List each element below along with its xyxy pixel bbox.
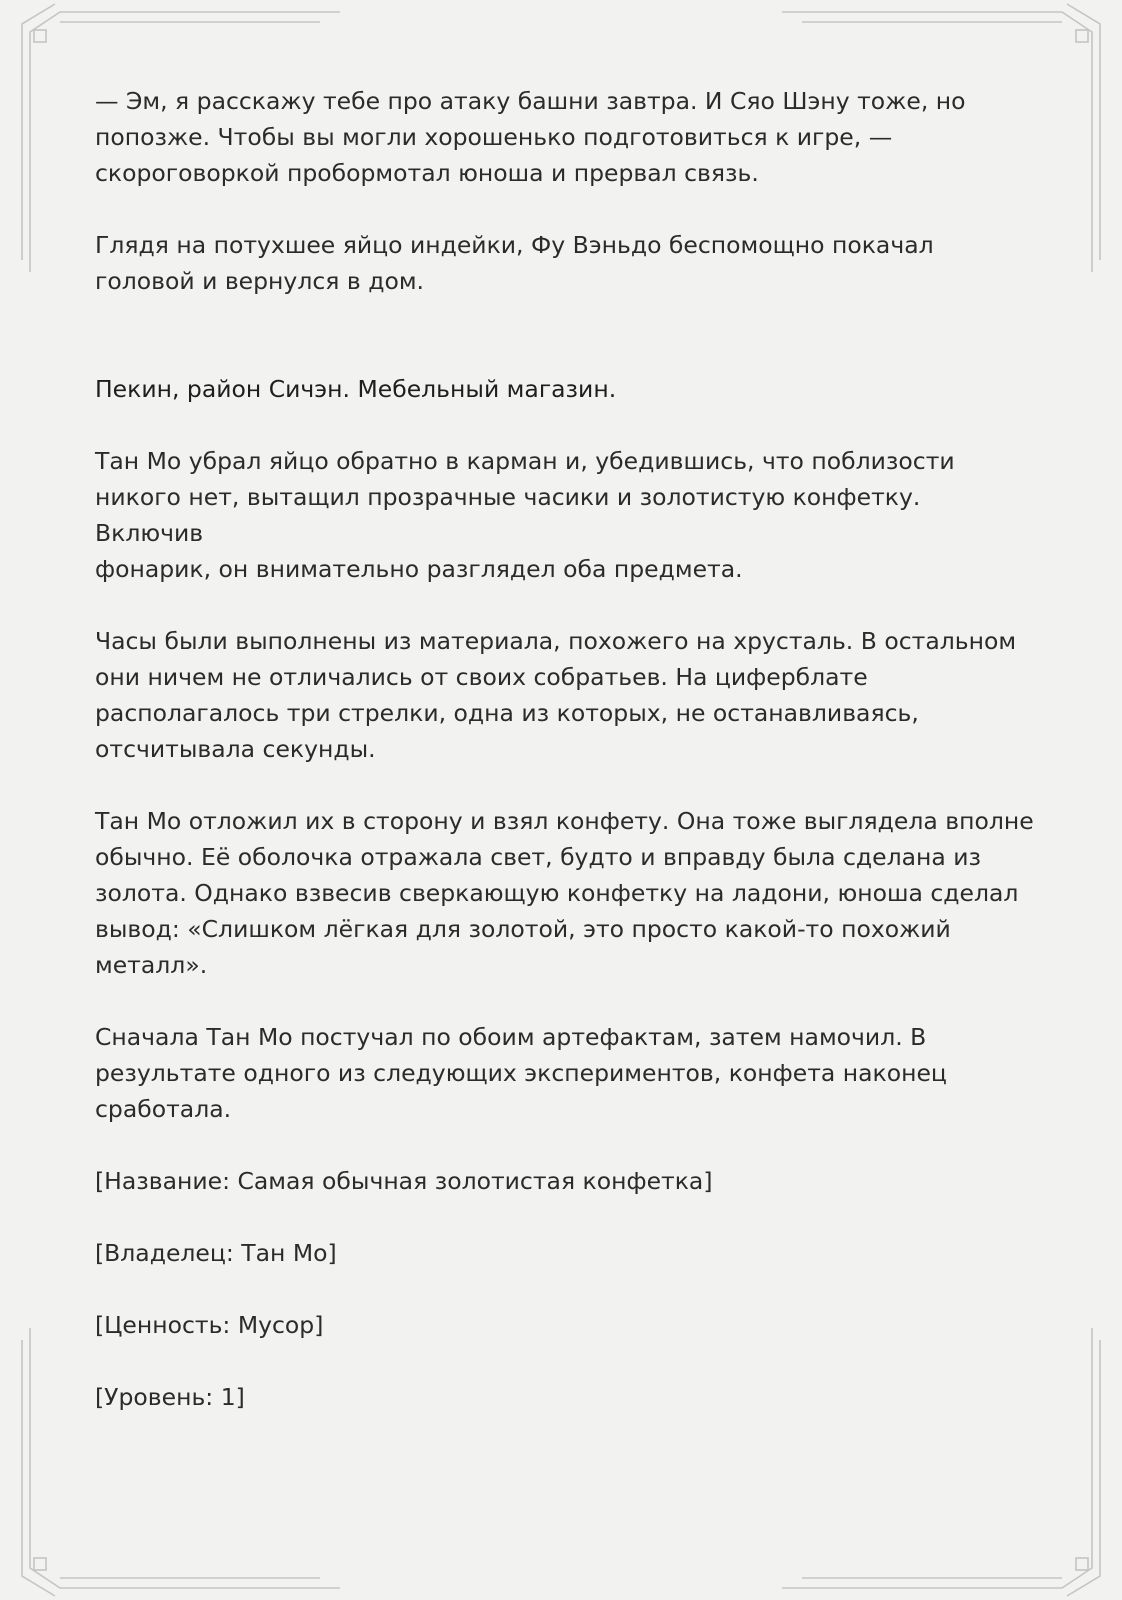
item-name-line: [Название: Самая обычная золотистая конфетка] [95, 1167, 713, 1195]
paragraph: Часы были выполнены из материала, похожего на хрусталь. В остальном они ничем не отличались от своих собратьев. На циферблате располагалось три стрелки, одна из которых, не останавливаясь, отсчитывала секунды. [95, 627, 1017, 763]
item-value-line: [Ценность: Мусор] [95, 1311, 324, 1339]
document-body [95, 83, 1035, 1451]
paragraph: Глядя на потухшее яйцо индейки, Фу Вэньдо беспомощно покачал головой и вернулся в дом. [95, 231, 934, 295]
section-heading: Пекин, район Сичэн. Мебельный магазин. [95, 375, 617, 403]
paragraph: Тан Мо убрал яйцо обратно в карман и, убедившись, что поблизости никого нет, вытащил прозрачные часики и золотистую конфетку. Включив фонарик, он внимательно разглядел оба предмета. [95, 447, 955, 583]
paragraph: Сначала Тан Мо постучал по обоим артефактам, затем намочил. В результате одного из следующих экспериментов, конфета наконец сработала. [95, 1023, 947, 1123]
paragraph: — Эм, я расскажу тебе про атаку башни завтра. И Сяо Шэну тоже, но попозже. Чтобы вы могли хорошенько подготовиться к игре, — скороговоркой пробормотал юноша и прервал связь. [95, 87, 966, 187]
item-owner-line: [Владелец: Тан Мо] [95, 1239, 337, 1267]
paragraph: Тан Мо отложил их в сторону и взял конфету. Она тоже выглядела вполне обычно. Её оболочка отражала свет, будто и вправду была сделана из золота. Однако взвесив сверкающую конфетку на ладони, юноша сделал вывод: «Слишком лёгкая для золотой, это просто какой-то похожий металл». [95, 807, 1034, 979]
item-level-line: [Уровень: 1] [95, 1383, 245, 1411]
